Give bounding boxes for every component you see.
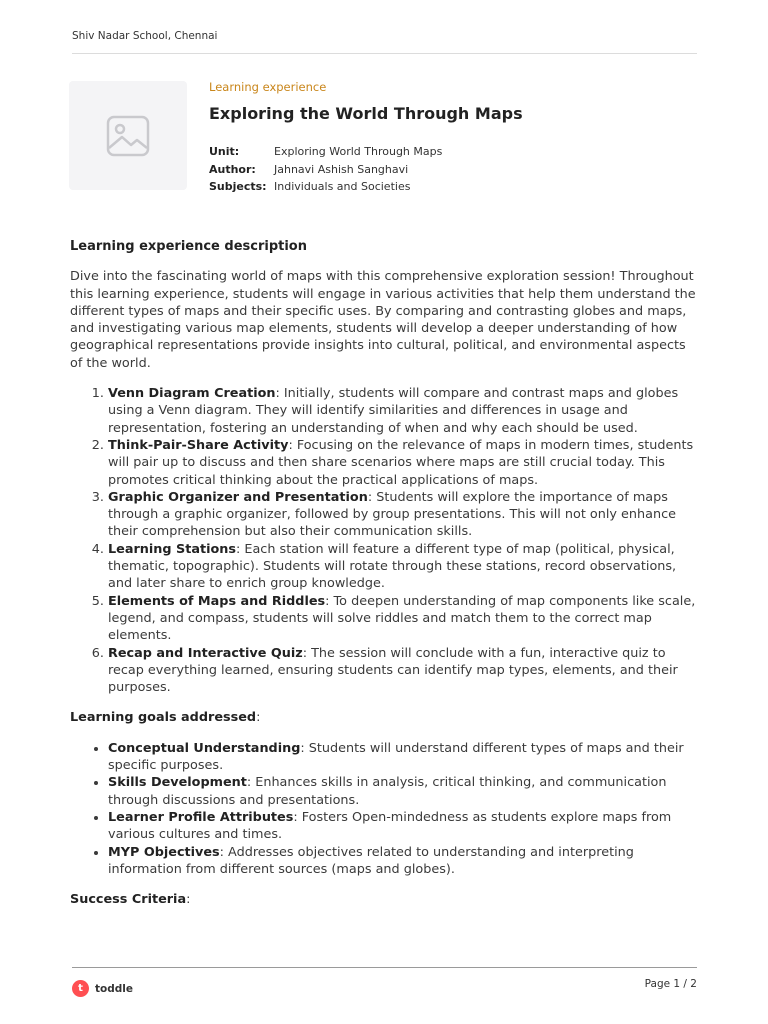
list-item <box>108 385 702 437</box>
item-text: : Initially, students will compare and contrast maps and globes using a Venn diagram. They will identify similarities and differences in usage and representation, fostering an understanding of when and why each should be used. <box>108 386 679 436</box>
list-item <box>108 437 702 489</box>
goals-list <box>70 740 702 878</box>
item-text: : Focusing on the relevance of maps in modern times, students will pair up to discuss and then share scenarios where maps are still crucial today. This promotes critical thinking about the practical applications of maps. <box>108 437 694 488</box>
meta-label: Unit: <box>209 145 240 158</box>
success-heading-colon: : <box>186 892 191 908</box>
image-placeholder <box>69 81 187 190</box>
metadata-table <box>209 143 442 196</box>
item-title: Learning Stations <box>108 541 236 557</box>
item-title: Think-Pair-Share Activity <box>108 437 289 453</box>
page-number: Page 1 / 2 <box>644 978 697 990</box>
footer-divider <box>72 967 697 968</box>
item-text: : Each station will feature a different type of map (political, physical, thematic, topographic). Students will rotate through these stations, record observations, and later share to enrich group knowledge. <box>108 541 677 592</box>
list-item <box>108 774 702 809</box>
meta-label: Subjects: <box>209 180 267 193</box>
list-item <box>108 593 702 645</box>
description-intro: Dive into the fascinating world of maps with this comprehensive exploration session! Throughout this learning experience, students will engage in various activities that help them understand the different types of maps and their specific uses. By comparing and contrasting globes and maps, and investigating various map elements, students will develop a deeper understanding of how geographical representations provide insights into cultural, political, and environmental aspects of the world. <box>70 269 696 371</box>
meta-row-subjects <box>209 178 442 196</box>
list-item <box>108 645 702 697</box>
item-text: : Students will understand different types of maps and their specific purposes. <box>108 740 684 774</box>
item-title: Skills Development <box>108 775 247 791</box>
school-name: Shiv Nadar School, Chennai <box>72 30 218 42</box>
list-item <box>108 809 702 844</box>
item-title: Elements of Maps and Riddles <box>108 593 326 609</box>
item-text: : Fosters Open-mindedness as students explore maps from various cultures and times. <box>108 809 672 843</box>
meta-row-unit <box>209 143 442 161</box>
item-text: : The session will conclude with a fun, interactive quiz to recap everything learned, ensuring students can identify map types, elements, and their purposes. <box>108 645 678 696</box>
item-title: Graphic Organizer and Presentation <box>108 489 368 505</box>
list-item <box>108 489 702 541</box>
header-divider <box>72 53 697 54</box>
goals-heading <box>70 709 702 726</box>
item-title: Learner Profile Attributes <box>108 809 294 825</box>
meta-value: Exploring World Through Maps <box>274 145 443 158</box>
item-text: : Addresses objectives related to understanding and interpreting information from different sources (maps and globes). <box>108 844 634 877</box>
document-body <box>70 238 702 921</box>
success-heading-text: Success Criteria <box>70 892 187 908</box>
item-text: : To deepen understanding of map components like scale, legend, and compass, students will solve riddles and match them to the correct map elements. <box>108 593 696 644</box>
item-text: : Enhances skills in analysis, critical thinking, and communication through discussions and presentations. <box>108 775 667 808</box>
content-type-label: Learning experience <box>209 80 327 94</box>
list-item <box>108 541 702 593</box>
activity-list <box>70 385 702 696</box>
list-item <box>108 740 702 775</box>
item-title: Venn Diagram Creation <box>108 386 276 402</box>
page-title: Exploring the World Through Maps <box>209 104 523 123</box>
toddle-logo <box>72 980 133 997</box>
brand-name: toddle <box>95 982 133 995</box>
meta-value: Jahnavi Ashish Sanghavi <box>274 162 409 176</box>
list-item <box>108 844 702 879</box>
goals-heading-text: Learning goals addressed <box>70 710 257 726</box>
description-heading: Learning experience description <box>70 239 307 254</box>
image-icon <box>106 115 150 157</box>
meta-label: Author: <box>209 162 256 176</box>
item-text: : Students will explore the importance of maps through a graphic organizer, followed by group presentations. This will not only enhance their comprehension but also their communication skills. <box>108 489 676 540</box>
item-title: Recap and Interactive Quiz <box>108 645 303 661</box>
meta-value: Individuals and Societies <box>274 180 411 193</box>
item-title: Conceptual Understanding <box>108 740 301 756</box>
item-title: MYP Objectives <box>108 844 220 860</box>
toddle-logo-icon: t <box>72 980 89 997</box>
meta-row-author <box>209 161 442 179</box>
goals-heading-colon: : <box>256 710 261 726</box>
success-heading <box>70 891 702 908</box>
